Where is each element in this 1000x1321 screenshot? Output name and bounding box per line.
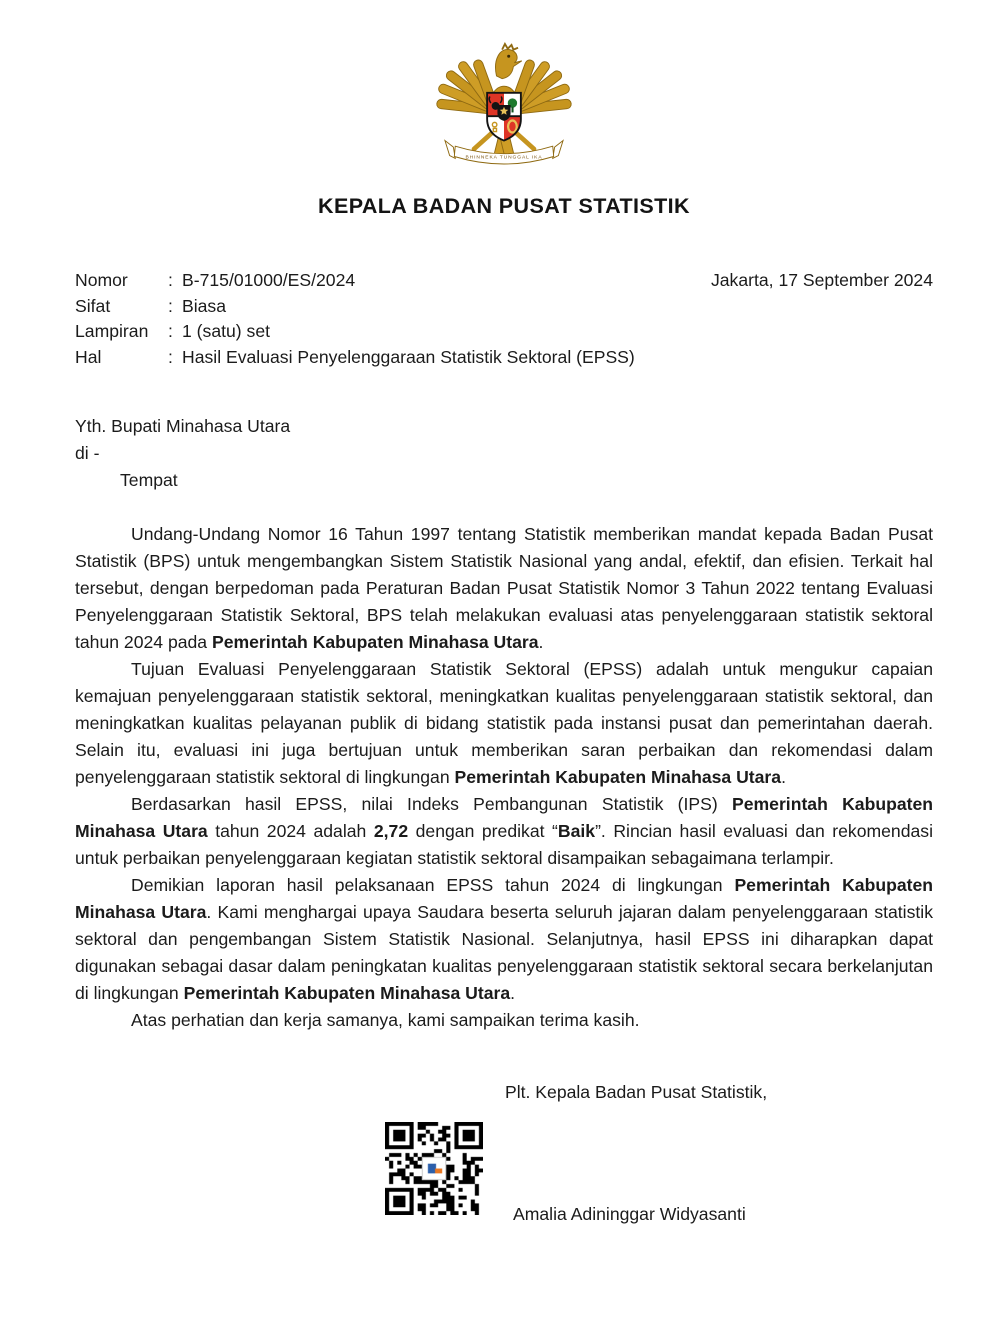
meta-label-lampiran: Lampiran [75,321,149,341]
text-segment: Undang-Undang Nomor 16 Tahun 1997 tentang Statistik memberikan mandat kepada Badan Pusat Statistik (BPS) untuk mengembangkan Sistem Statistik Nasional yang andal, efektif, dan efisien. Terkait hal tersebut, dengan berpedoman pada Peraturan Badan Pusat Statistik Nomor 3 Tahun 2022 tentang Evaluasi Penyelenggaraan Statistik Sektoral, BPS telah melakukan evaluasi atas penyelenggaraan statistik sektoral tahun 2024 pada [75,524,933,652]
text-segment: . [510,983,516,1003]
emblem-motto-text: BHINNEKA TUNGGAL IKA [465,155,543,161]
paragraph-mandate [75,521,933,656]
text-segment: ”. Rincian hasil evaluasi dan rekomendasi untuk perbaikan penyelenggaraan kegiatan statistik sektoral disampaikan sebagaimana terlampir. [75,821,933,868]
recipient-place: Tempat [120,470,178,490]
meta-value-nomor: B-715/01000/ES/2024 [182,270,356,290]
meta-value-lampiran: 1 (satu) set [182,321,271,341]
recipient-block [75,413,933,494]
text-segment: . [538,632,544,652]
text-segment: . Kami menghargai upaya Saudara beserta seluruh jajaran dalam penyelenggaraan statistik sektoral dan pengembangan Sistem Statistik Nasional. Selanjutnya, hasil EPSS ini diharapkan dapat digunakan sebagai dasar dalam peningkatan kualitas penyelenggaraan statistik sektoral secara berkelanjutan di lingkungan [75,902,933,1003]
meta-separator: : [168,321,173,341]
recipient-name: Yth. Bupati Minahasa Utara [75,416,291,436]
letter-meta [75,268,933,370]
signer-name: Amalia Adininggar Widyasanti [513,1204,746,1224]
signature-block [75,1082,933,1257]
bold-text-segment: Pemerintah Kabupaten Minahasa Utara [211,632,539,652]
meta-row-sifat [75,294,933,320]
bold-text-segment: Pemerintah Kabupaten Minahasa Utara [183,983,511,1003]
bold-text-segment: Pemerintah Kabupaten Minahasa Utara [75,794,933,841]
garuda-pancasila-emblem [429,28,579,180]
letterhead [75,28,933,219]
text-segment: tahun 2024 adalah [207,821,374,841]
text-segment: dengan predikat “ [408,821,558,841]
meta-separator: : [168,295,173,316]
letter-body [75,521,933,1034]
meta-separator: : [168,270,173,290]
meta-separator: : [168,346,173,367]
meta-row-lampiran [75,319,933,345]
paragraph-result [75,791,933,872]
bold-text-segment: 2,72 [373,821,409,841]
meta-label-hal: Hal [75,346,102,367]
bold-text-segment: Pemerintah Kabupaten Minahasa Utara [75,875,934,922]
paragraph-report [75,872,933,1007]
paragraph-purpose [75,656,933,791]
meta-label-nomor: Nomor [75,270,128,290]
letterhead-title: KEPALA BADAN PUSAT STATISTIK [318,194,690,218]
meta-value-sifat: Biasa [182,295,227,316]
garuda-emblem-graphic [429,28,579,180]
meta-value-hal: Hasil Evaluasi Penyelenggaraan Statistik Sektoral (EPSS) [182,346,635,367]
bold-text-segment: Pemerintah Kabupaten Minahasa Utara [454,767,782,787]
place-and-date: Jakarta, 17 September 2024 [710,270,933,290]
text-segment: Atas perhatian dan kerja samanya, kami sampaikan terima kasih. [131,1010,640,1030]
bold-text-segment: Baik [557,821,596,841]
recipient-di: di - [75,443,100,463]
text-segment: Berdasarkan hasil EPSS, nilai Indeks Pembangunan Statistik (IPS) [131,794,733,814]
text-segment: Demikian laporan hasil pelaksanaan EPSS tahun 2024 di lingkungan [131,875,735,895]
qr-code [385,1122,483,1215]
meta-label-sifat: Sifat [75,295,111,316]
signature-title: Plt. Kepala Badan Pusat Statistik, [505,1082,768,1102]
meta-row-hal [75,345,933,371]
garuda-head [496,44,522,79]
text-segment: . [781,767,786,787]
paragraph-thanks [75,1007,933,1034]
text-segment: Tujuan Evaluasi Penyelenggaraan Statistik Sektoral (EPSS) adalah untuk mengukur capaian kemajuan penyelenggaraan statistik sektoral, meningkatkan kualitas penyelenggaraan statistik sektoral, dan meningkatkan kualitas pelayanan publik di bidang statistik pada instansi pusat dan pemerintahan daerah. Selain itu, evaluasi ini juga bertujuan untuk memberikan saran perbaikan dan rekomendasi dalam penyelenggaraan statistik sektoral di lingkungan [75,659,933,787]
